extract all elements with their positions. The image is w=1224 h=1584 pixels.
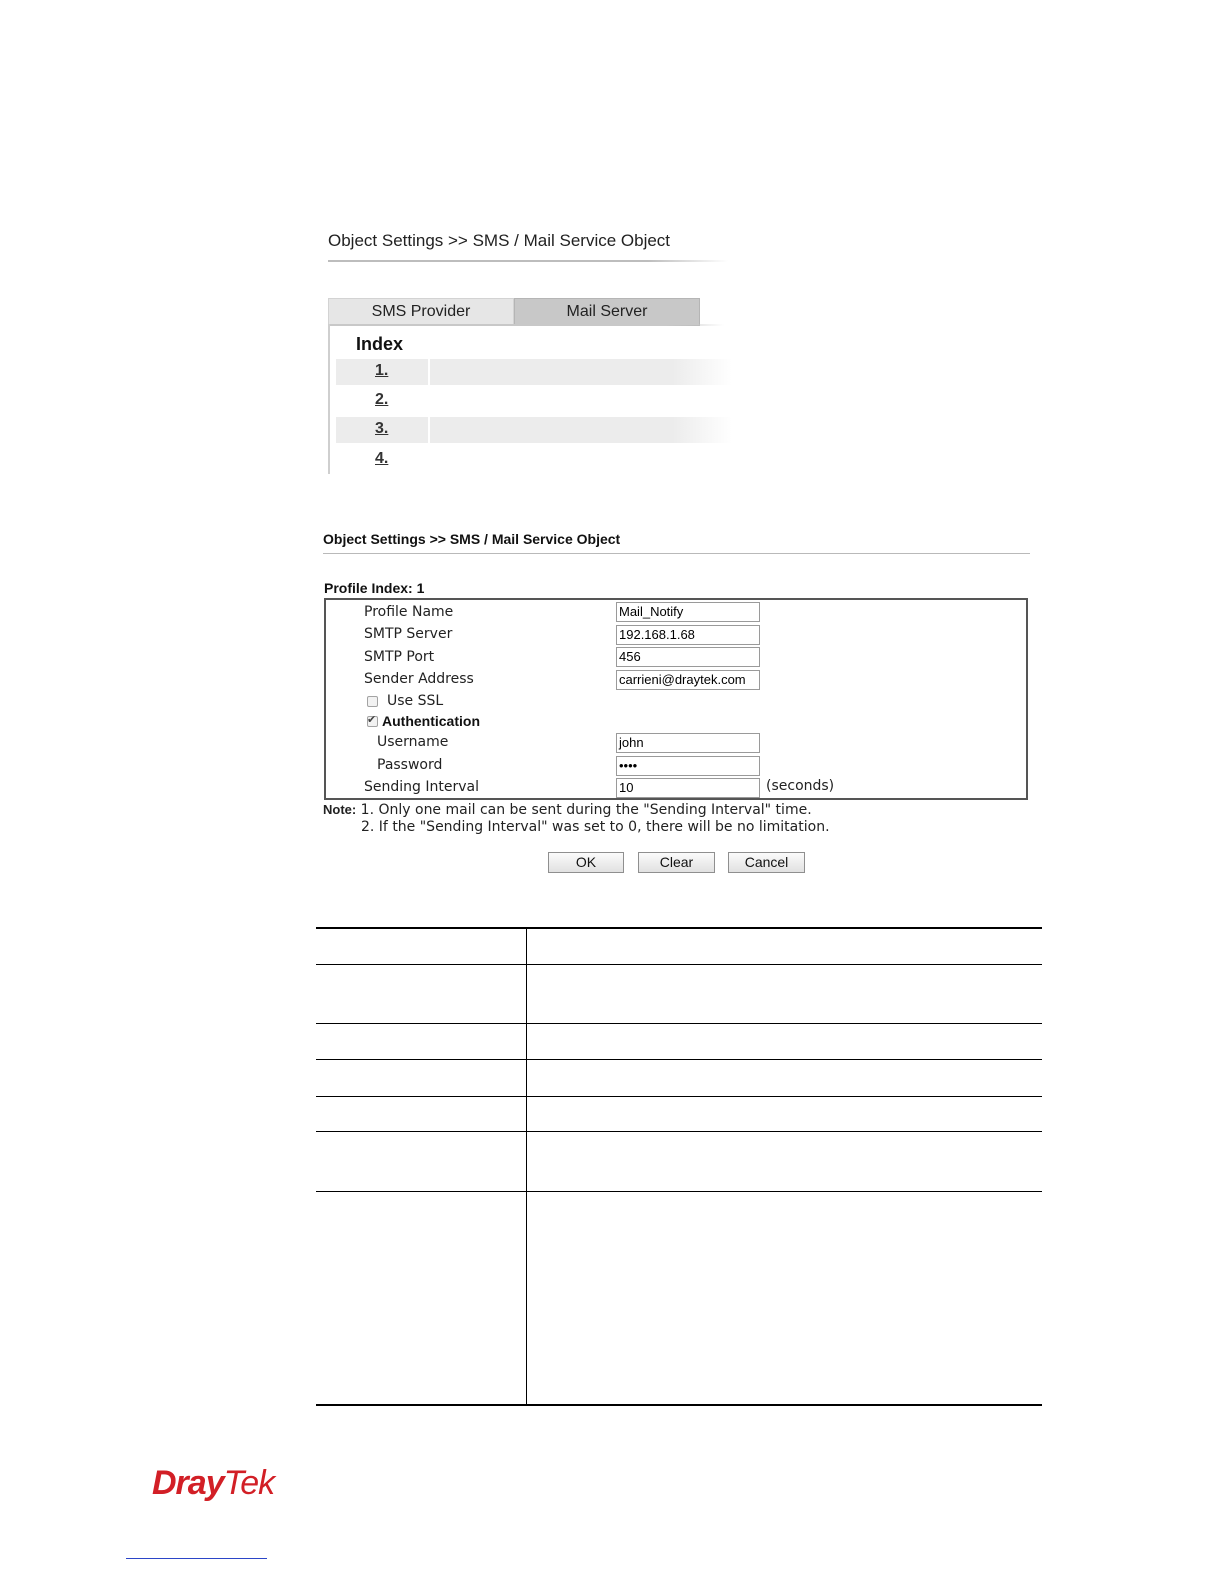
password-input[interactable]: •••• (616, 756, 760, 776)
tab-sms-provider[interactable]: SMS Provider (328, 298, 514, 326)
username-input[interactable]: john (616, 733, 760, 753)
table-rule (316, 1131, 1042, 1132)
note-line-1 (323, 802, 812, 818)
sending-interval-input[interactable]: 10 (616, 778, 760, 798)
list-item (336, 359, 732, 385)
list-item (336, 447, 732, 473)
smtp-port-input[interactable]: 456 (616, 647, 760, 667)
table-rule (316, 1404, 1042, 1406)
panel-border-left (328, 324, 330, 474)
note-text-2: 2. If the "Sending Interval" was set to 0, there will be no limitation. (361, 819, 830, 835)
authentication-checkbox[interactable] (367, 713, 378, 727)
profile-index-label: Profile Index: 1 (324, 580, 425, 596)
index-link-2[interactable]: 2. (375, 391, 389, 408)
list-item (336, 388, 732, 414)
tabs-screenshot (322, 222, 732, 477)
authentication-label: Authentication (382, 713, 480, 729)
divider (328, 260, 728, 262)
index-column-header: Index (356, 334, 404, 354)
table-rule (316, 964, 1042, 965)
table-rule (316, 1059, 1042, 1060)
smtp-server-input[interactable]: 192.168.1.68 (616, 625, 760, 645)
use-ssl-label: Use SSL (387, 693, 444, 709)
ok-button[interactable]: OK (548, 852, 624, 873)
profile-name-input[interactable]: Mail_Notify (616, 602, 760, 622)
index-link-3[interactable]: 3. (375, 420, 389, 437)
draytek-logo: DrayTek (152, 1464, 275, 1502)
table-rule (316, 927, 1042, 929)
note-text-1: 1. Only one mail can be sent during the "Sending Interval" time. (360, 802, 812, 818)
use-ssl-checkbox[interactable] (367, 696, 378, 707)
list-item (336, 417, 732, 443)
sending-interval-label: Sending Interval (364, 779, 479, 795)
username-label: Username (377, 734, 449, 750)
breadcrumb: Object Settings >> SMS / Mail Service Object (323, 531, 621, 547)
index-link-1[interactable]: 1. (375, 362, 389, 379)
seconds-unit: (seconds) (766, 778, 835, 794)
divider (323, 553, 1030, 554)
sender-address-label: Sender Address (364, 671, 474, 687)
index-link-4[interactable]: 4. (375, 450, 389, 467)
note-prefix: Note: (323, 802, 357, 817)
sender-address-input[interactable]: carrieni@draytek.com (616, 670, 760, 690)
checkmark-icon: ✔ (367, 713, 377, 726)
panel-border (328, 324, 724, 326)
password-label: Password (377, 757, 443, 773)
table-rule (316, 1191, 1042, 1192)
smtp-port-label: SMTP Port (364, 649, 435, 665)
smtp-server-label: SMTP Server (364, 626, 453, 642)
table-column-divider (526, 928, 527, 1405)
footer-link-underline (126, 1558, 267, 1559)
cancel-button[interactable]: Cancel (728, 852, 805, 873)
table-rule (316, 1023, 1042, 1024)
breadcrumb: Object Settings >> SMS / Mail Service Object (328, 231, 671, 250)
tab-mail-server[interactable]: Mail Server (514, 298, 700, 326)
clear-button[interactable]: Clear (638, 852, 715, 873)
table-rule (316, 1096, 1042, 1097)
profile-name-label: Profile Name (364, 604, 454, 620)
